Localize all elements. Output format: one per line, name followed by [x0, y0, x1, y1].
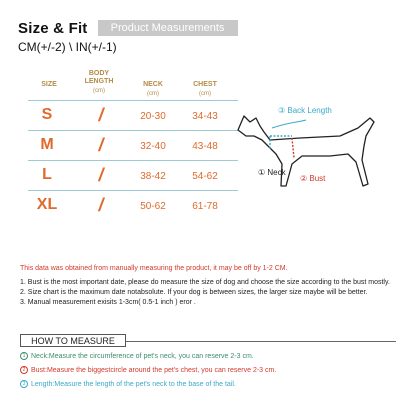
back-length-line: [272, 120, 306, 128]
note-1: 1. Bust is the most important date, please do measure the size of dog and choose the size according to the bust mostly.: [20, 279, 390, 286]
bust-label: ② Bust: [300, 174, 326, 183]
table-row: [36, 193, 232, 219]
circle-three-icon: 3: [20, 380, 28, 388]
dog-diagram: [230, 100, 410, 200]
header-body-text: BODY LENGTH: [84, 70, 114, 85]
product-measurements-pill: Product Measurements: [98, 20, 238, 36]
guide-neck-label: Neck:: [31, 352, 49, 360]
row-size: L: [42, 166, 52, 183]
guide-length-text: Measure the length of the pet's neck to the base of the tail.: [54, 380, 236, 388]
row-size: M: [40, 136, 54, 153]
row-neck: 32-40: [140, 141, 166, 152]
notes: [20, 278, 400, 308]
guide-neck: [20, 352, 400, 360]
guide-length: [20, 380, 400, 388]
back-length-label: ③ Back Length: [278, 106, 332, 115]
circle-two-icon: 2: [20, 366, 28, 374]
row-neck: 50-62: [140, 201, 166, 212]
neck-label: ① Neck: [258, 168, 286, 177]
row-size: S: [41, 106, 53, 123]
row-neck: 38-42: [140, 171, 166, 182]
size-table: [36, 70, 232, 215]
table-row: [36, 163, 232, 189]
header-body-length: [74, 70, 124, 95]
row-chest: 43-48: [192, 141, 218, 152]
table-divider: [28, 100, 238, 101]
row-body: /: [98, 135, 104, 155]
table-row: [36, 133, 232, 159]
row-neck: 20-30: [140, 111, 166, 122]
row-chest: 61-78: [192, 201, 218, 212]
circle-one-icon: 1: [20, 352, 28, 360]
table-divider: [28, 190, 238, 191]
row-body: /: [98, 105, 104, 125]
header-body-sub: (cm): [93, 88, 105, 94]
guide-length-label: Length:: [31, 380, 55, 388]
row-body: /: [98, 165, 104, 185]
notice-text: This data was obtained from manually measuring the product, it may be off by 1-2 CM.: [20, 265, 288, 272]
header-size: SIZE: [41, 81, 57, 88]
note-3: 3. Manual measurement exisits 1-3cm( 0.5-1 inch ) eror .: [20, 299, 196, 306]
page-title: Size & Fit: [18, 19, 88, 37]
table-divider: [28, 160, 238, 161]
table-row: [36, 103, 232, 129]
header-neck: NECK (cm): [143, 81, 163, 97]
dog-silhouette-icon: [230, 100, 410, 200]
how-to-divider: [126, 341, 396, 342]
guide-bust: [20, 366, 400, 374]
guide-bust-text: Measure the biggestcircle around the pet's chest, you can reserve 2-3 cm.: [46, 366, 277, 374]
table-divider: [28, 130, 238, 131]
units-label: CM(+/-2) \ IN(+/-1): [18, 40, 117, 54]
header-chest: CHEST (cm): [193, 81, 217, 97]
guide-neck-text: Measure the circumference of pet's neck, you can reserve 2-3 cm.: [48, 352, 254, 360]
how-to-measure-heading: HOW TO MEASURE: [20, 334, 126, 347]
note-2: 2. Size chart is the maximum date notabsolute. If your dog is between sizes, the larger size maybe will be better.: [20, 289, 368, 296]
row-chest: 54-62: [192, 171, 218, 182]
row-chest: 34-43: [192, 111, 218, 122]
row-size: XL: [36, 196, 58, 213]
title-row: [18, 18, 238, 38]
row-body: /: [98, 195, 104, 215]
guide-bust-label: Bust:: [31, 366, 47, 374]
